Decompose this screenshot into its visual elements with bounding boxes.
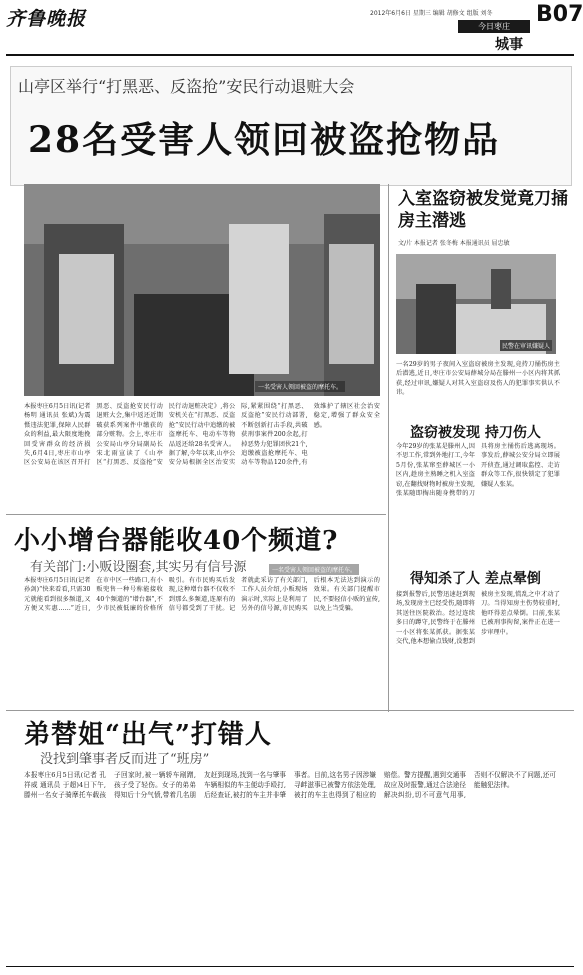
side-story-summary: 一名29岁的男子夜间入室盗窃被房主发现,竟持刀捅伤房主后潜逃,近日,枣庄市公安局薛城分局在滕州一小区内将其抓获,经过审讯,嫌疑人对其入室盗窃及伤人的犯罪事实供认不讳。 — [396, 361, 560, 397]
amplifier-body: 本报枣庄6月5日讯(记者 孙剑)“快来看看,只需30元就能看到很多频道,又方便又实惠……”近日,在市中区一些路口,有小贩兜售一种号称能接收40个频道的“增台器”,不少市民被低廉的价格所吸引。有市民购买后发现,这种增台器不仅收不到那么多频道,连原有的信号都受到了干扰。记者就此采访了有关部门,工作人员介绍,小贩现场演示时,实际上是利用了另外的信号源,市民购买后根本无法达到演示的效果。有关部门提醒市民,不要轻信小贩的宣传,以免上当受骗。 — [24, 577, 380, 613]
section-title: 城事 — [495, 37, 523, 53]
side-story-title: 入室盗窃被发觉竟刀捅房主潜逃 — [398, 189, 568, 231]
bottom-body: 本报枣庄6月5日讯(记者 孔祥威 通讯员 于超)4日下午,滕州一名女子骑摩托车载孩子回家时,被一辆轿车剐蹭,孩子受了轻伤。女子的弟弟得知后十分气愤,带着几名朋友赶到现场,找到一名与肇事车辆相似的车主便动手殴打,后经查证,被打的车主并非肇事者。目前,这名男子因涉嫌寻衅滋事已被警方依法处理,被打的车主也得到了相应的赔偿。警方提醒,遇到交通事故应及时报警,通过合法途径解决纠纷,切不可意气用事,否则不仅解决不了问题,还可能触犯法律。 — [24, 771, 556, 799]
column-divider — [388, 184, 389, 574]
side-subhead-1: 盗窃被发现 持刀伤人 — [410, 425, 541, 441]
issue-meta — [370, 8, 493, 17]
column-divider-2 — [388, 562, 389, 712]
section-divider-2 — [6, 710, 574, 711]
side-story-byline: 文/片 本报记者 张冬梅 本报通讯员 屈忠敏 — [398, 240, 510, 247]
lead-body: 本报枣庄6月5日讯(记者 杨明 通讯员 张斌)为震慑违法犯罪,保障人民群众的利益,最大限度地挽回受害群众的经济损失,6月4日,枣庄市山亭区公安局在该区召开打黑恶、反盗抢安民行动退赃大会,集中返还近期破获系列案件中缴获的部分赃物。会上,枣庄市公安局山亭分局副局长宋北雨宣读了《山亭区“打黑恶、反盗抢”安民行动退赃决定》,将公安机关在“打黑恶、反盗抢”安民行动中追缴的被盗摩托车、电动车等物品返还给28名受害人。据了解,今年以来,山亭公安分局根据全区治安实际,紧紧围绕“打黑恶、反盗抢”安民行动部署,不断创新打击手段,共破获刑事案件200余起,打掉恶势力犯罪团伙21个,追缴被盗抢摩托车、电动车等物品120余件,有效维护了辖区社会治安稳定,增强了群众安全感。 — [24, 403, 380, 467]
side-subhead-2: 得知杀了人 差点晕倒 — [410, 571, 541, 587]
issue-editor: 编辑 胡修文 — [432, 10, 465, 17]
footer-rule — [6, 966, 574, 967]
lead-photo-caption-overlay: 一名受害人领回被盗的摩托车。 — [255, 381, 345, 392]
lead-title: 28名受害人领回被盗抢物品 — [28, 119, 501, 161]
lead-photo-caption: 一名受害人领回被盗的摩托车。 — [269, 564, 359, 575]
amplifier-subtitle: 有关部门:小贩设圈套,其实另有信号源 — [30, 560, 247, 575]
issue-weekday: 星期三 — [412, 10, 431, 17]
bottom-subtitle: 没找到肇事者反而进了“班房” — [40, 752, 210, 767]
issue-date: 2012年6月6日 — [370, 10, 411, 17]
newspaper-logo: 齐鲁晚报 — [6, 8, 87, 30]
side-body-2: 接到报警后,民警迅速赶到现场,发现房主已经受伤,随即将其送往医院救治。经过连续多日的蹲守,民警终于在滕州一小区将张某抓获。据张某交代,他本想偷点钱财,没想到被房主发现,慌乱之中才动了刀。当得知房主伤势较重时,他吓得差点晕倒。目前,张某已被刑事拘留,案件正在进一步审理中。 — [396, 591, 560, 646]
page-number: B07 — [536, 2, 583, 27]
side-photo-caption: 民警在审讯嫌疑人 — [500, 340, 552, 351]
lead-kicker: 山亭区举行“打黑恶、反盗抢”安民行动退赃大会 — [18, 77, 355, 96]
section-divider-1 — [6, 514, 386, 515]
issue-designer: 组版 刘冬 — [466, 10, 493, 17]
bottom-title: 弟替姐“出气”打错人 — [24, 720, 272, 750]
amplifier-title: 小小增台器能收40个频道? — [14, 526, 339, 556]
side-body-1: 今年29岁的张某是滕州人,因不思工作,常到外地打工,今年5月份,张某窜至薛城区一小区内,趁房主熟睡之机入室盗窃,在翻找财物时被房主发现,张某随即掏出随身携带的刀具将房主捅伤后逃离现场。事发后,薛城公安分局立即展开侦查,通过调取监控、走访群众等工作,很快锁定了犯罪嫌疑人张某。 — [396, 443, 560, 498]
header-rule — [6, 54, 574, 56]
side-story-photo — [396, 254, 556, 354]
section-tag: 今日枣庄 — [458, 20, 530, 33]
